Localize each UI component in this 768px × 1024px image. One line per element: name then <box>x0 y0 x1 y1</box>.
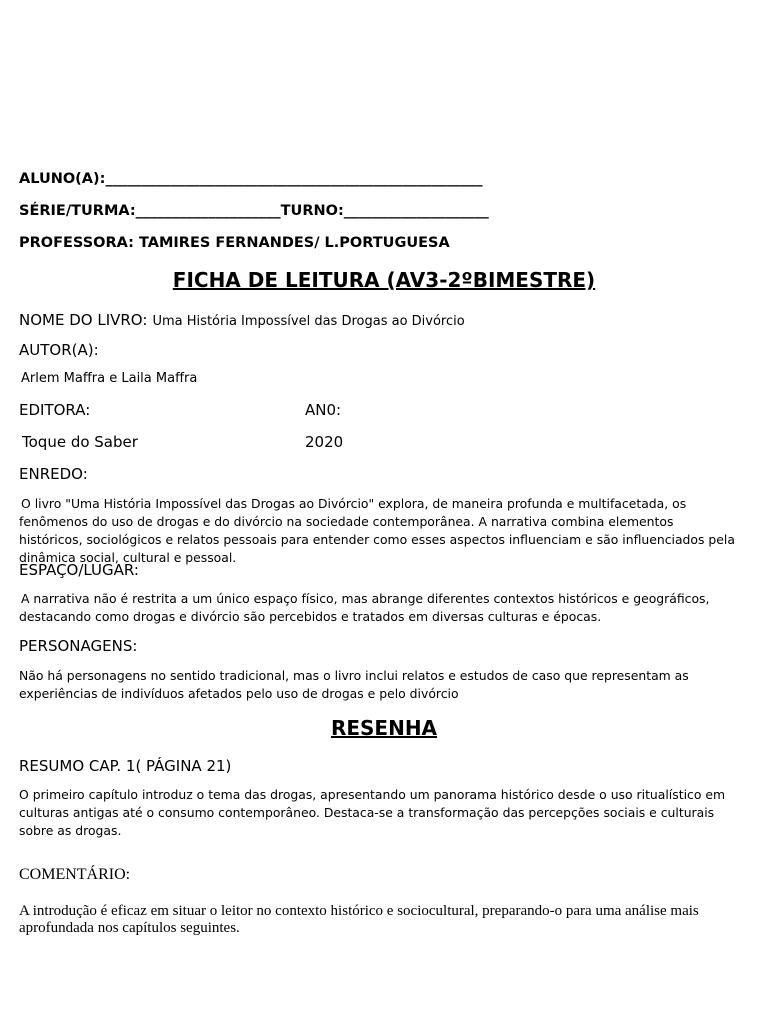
plot-text: O livro "Uma História Impossível das Drogas ao Divórcio" explora, de maneira profunda e multifacetada, os fenômenos do uso de drogas e do divórcio na sociedade contemporânea. A narrativa combina elementos históricos, sociológicos e relatos pessoais para entender como esses aspectos influenciam e são influenciados pela dinâmica social, cultural e pessoal. <box>19 496 735 565</box>
setting-text: A narrativa não é restrita a um único espaço físico, mas abrange diferentes contextos históricos e geográficos, destacando como drogas e divórcio são percebidos e tratados em diversas culturas e épocas. <box>19 591 710 624</box>
class-shift-line: SÉRIE/TURMA:____________________TURNO:____________________ <box>19 203 489 219</box>
summary-text: O primeiro capítulo introduz o tema das drogas, apresentando um panorama histórico desde o uso ritualístico em culturas antigas até o consumo contemporâneo. Destaca-se a transformação das percepções sociais e culturais sobre as drogas. <box>19 787 726 838</box>
summary-label: RESUMO CAP. 1( PÁGINA 21) <box>19 757 232 775</box>
comment-text: A introdução é eficaz em situar o leitor no contexto histórico e sociocultural, preparando-o para uma análise mais aprofundada nos capítulos seguintes. <box>19 903 699 936</box>
teacher-line: PROFESSORA: TAMIRES FERNANDES/ L.PORTUGUESA <box>19 235 450 251</box>
year-label: AN0: <box>305 401 342 419</box>
year-value: 2020 <box>305 433 344 451</box>
review-title: RESENHA <box>330 716 438 740</box>
comment-label: COMENTÁRIO: <box>19 866 131 883</box>
book-name-value: Uma História Impossível das Drogas ao Divórcio <box>152 314 465 329</box>
book-name-label: NOME DO LIVRO: <box>19 311 148 329</box>
page-title: FICHA DE LEITURA (AV3-2ºBIMESTRE) <box>172 268 596 292</box>
setting-label: ESPAÇO/LUGAR: <box>19 561 139 579</box>
characters-label: PERSONAGENS: <box>19 637 138 655</box>
author-value: Arlem Maffra e Laila Maffra <box>21 371 198 386</box>
plot-label: ENREDO: <box>19 465 88 483</box>
publisher-label: EDITORA: <box>19 401 91 419</box>
characters-text: Não há personagens no sentido tradicional, mas o livro inclui relatos e estudos de caso que representam as experiências de indivíduos afetados pelo uso de drogas e pelo divórcio <box>19 668 689 701</box>
author-label: AUTOR(A): <box>19 341 99 359</box>
student-line: ALUNO(A):____________________________________________________ <box>19 171 483 187</box>
publisher-value: Toque do Saber <box>22 433 138 451</box>
book-name-row <box>19 310 465 329</box>
